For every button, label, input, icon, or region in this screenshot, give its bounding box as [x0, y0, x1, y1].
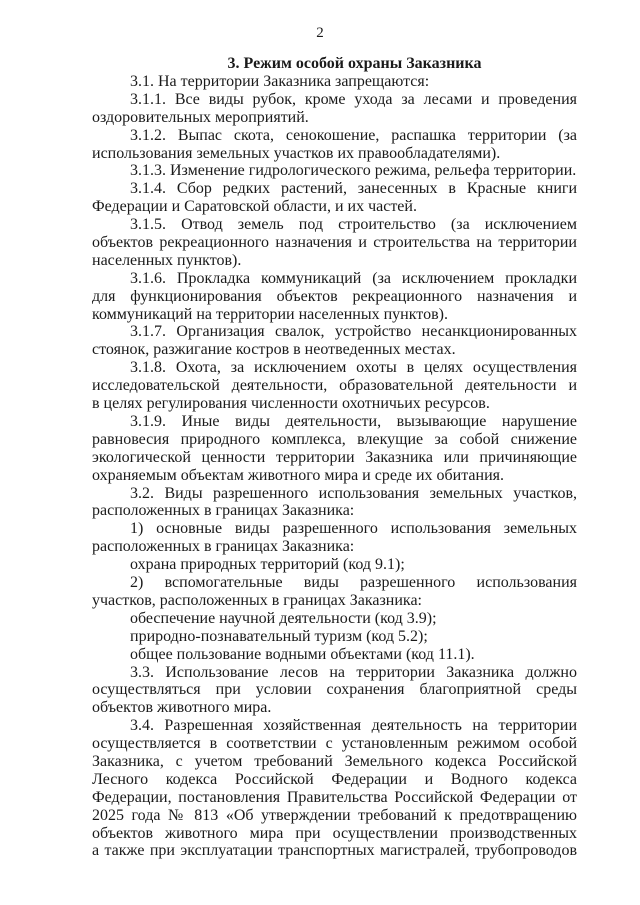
text-line: объектов рекреационного назначения и строительства на территории — [92, 234, 577, 251]
text-line: а также при эксплуатации транспортных магистралей, трубопроводов — [92, 842, 577, 860]
text-line: Заказника, с учетом требований Земельного кодекса Российской — [92, 753, 577, 771]
text-line: осуществляться при условии сохранения благоприятной среды — [92, 681, 577, 699]
paragraph — [92, 162, 577, 180]
paragraph — [92, 664, 577, 718]
paragraph — [92, 646, 577, 664]
text-line: 3.3. Использование лесов на территории Заказника должно — [130, 663, 577, 681]
text-line: использования земельных участков их правообладателями). — [92, 144, 501, 162]
text-line: охрана природных территорий (код 9.1); — [130, 556, 405, 574]
text-line: для функционирования объектов рекреационного назначения и — [92, 287, 577, 305]
paragraph — [92, 359, 577, 413]
paragraph — [92, 216, 577, 270]
text-line: Федерации и Саратовской области, и их частей. — [92, 198, 417, 216]
text-line: равновесия природного комплекса, влекущие за собой снижение — [92, 430, 577, 448]
text-line: в целях регулирования численности охотничьих ресурсов. — [92, 395, 490, 413]
paragraph — [92, 556, 577, 574]
text-line: 3.1.6. Прокладка коммуникаций (за исключением прокладки — [130, 269, 577, 287]
text-line: 1) основные виды разрешенного использования земельных — [130, 520, 577, 538]
paragraph — [92, 610, 577, 628]
section-heading: 3. Режим особой охраны Заказника — [227, 55, 482, 72]
text-line: осуществляется в соответствии с установленным режимом особой — [92, 735, 577, 753]
paragraph — [92, 323, 577, 359]
text-line: 3.1.4. Сбор редких растений, занесенных в Красные книги — [130, 180, 577, 198]
text-line: участков, расположенных в границах Заказника: — [92, 591, 422, 609]
document-body — [92, 55, 577, 860]
text-line: 3.1.1. Все виды рубок, кроме ухода за лесами и проведения — [130, 90, 577, 108]
page-number: 2 — [316, 25, 324, 41]
text-line: стоянок, разжигание костров в неотведенных местах. — [92, 341, 456, 359]
text-line: 3.1.2. Выпас скота, сенокошение, распашка территории (за — [130, 126, 577, 144]
paragraph — [92, 180, 577, 216]
text-line: обеспечение научной деятельности (код 3.9); — [130, 609, 437, 627]
text-line: расположенных в границах Заказника: — [92, 538, 355, 556]
paragraph — [92, 485, 577, 521]
text-line: 3.1. На территории Заказника запрещаются: — [130, 72, 430, 90]
paragraph — [92, 413, 577, 485]
text-line: населенных пунктов). — [92, 251, 242, 269]
text-line: Лесного кодекса Российской Федерации и Водного кодекса — [92, 770, 577, 788]
paragraph — [92, 91, 577, 127]
text-line: объектов животного мира. — [92, 699, 272, 717]
paragraph — [92, 270, 577, 324]
text-line: 3.4. Разрешенная хозяйственная деятельность на территории — [130, 717, 577, 735]
text-line: коммуникаций на территории населенных пунктов). — [92, 305, 448, 323]
text-line: объектов животного мира при осуществлении производственных — [92, 824, 577, 842]
text-line: 3.1.3. Изменение гидрологического режима, рельефа территории. — [130, 162, 577, 180]
paragraph — [92, 520, 577, 556]
text-line: 3.1.5. Отвод земель под строительство (за исключением — [130, 216, 577, 234]
paragraph — [92, 574, 577, 610]
text-line: экологической ценности территории Заказника или причиняющие — [92, 448, 577, 466]
text-line: 3.1.8. Охота, за исключением охоты в целях осуществления — [130, 359, 577, 377]
text-line: исследовательской деятельности, образовательной деятельности и — [92, 377, 577, 395]
text-line: 3.2. Виды разрешенного использования земельных участков, — [130, 484, 577, 502]
paragraph — [92, 628, 577, 646]
text-line: охраняемым объектам животного мира и среде их обитания. — [92, 466, 505, 484]
text-line: оздоровительных мероприятий. — [92, 108, 309, 126]
text-line: 2) вспомогательные виды разрешенного использования — [130, 574, 577, 592]
text-line: 3.1.9. Иные виды деятельности, вызывающие нарушение — [130, 412, 577, 430]
text-line: 2025 года № 813 «Об утверждении требований к предотвращению — [92, 806, 577, 824]
text-line: общее пользование водными объектами (код 11.1). — [130, 645, 475, 663]
paragraph — [92, 73, 577, 91]
text-line: Федерации, постановления Правительства Российской Федерации от — [92, 788, 577, 806]
paragraph — [92, 127, 577, 163]
text-line: расположенных в границах Заказника: — [92, 502, 355, 520]
text-line: 3.1.7. Организация свалок, устройство несанкционированных — [130, 323, 577, 341]
text-line: природно-познавательный туризм (код 5.2); — [130, 627, 428, 645]
paragraph — [92, 717, 577, 860]
